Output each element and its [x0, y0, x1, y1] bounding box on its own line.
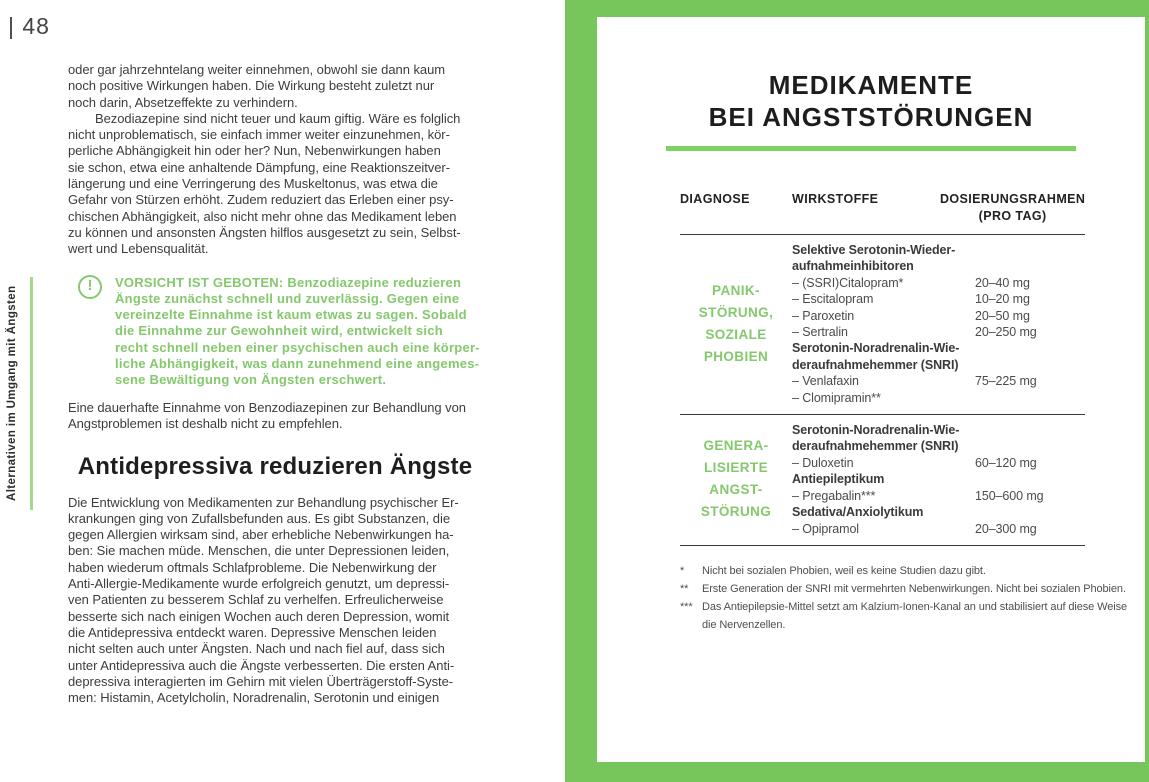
text-line: men: Histamin, Acetylcholin, Noradrenalin, Serotonin und einigen	[68, 690, 440, 706]
dose-value	[975, 422, 1085, 438]
diagnose-line: LISIERTE	[704, 460, 768, 476]
text-line: ben: Sie machen müde. Menschen, die unter Depressionen leiden,	[68, 543, 450, 559]
medication-table-card	[597, 17, 1145, 762]
text-line: besserte sich nach einigen Wochen auch deren Depression, womit	[68, 608, 450, 624]
drug-group-row	[792, 504, 1085, 520]
diagnose-line: PANIK-	[712, 283, 760, 299]
paragraph	[68, 62, 482, 111]
text-line: oder gar jahrzehntelang weiter einnehmen, obwohl sie dann kaum	[68, 62, 446, 77]
drug-row	[792, 488, 1085, 504]
drug-name: – Pregabalin***	[792, 488, 876, 503]
text-line: chischen Abhängigkeit, also nicht mehr ohne das Medikament leben	[68, 208, 457, 224]
diagnose-line: GENERA-	[703, 438, 769, 454]
table-section	[680, 415, 1085, 546]
drug-name: – Clomipramin**	[792, 390, 881, 405]
wirkstoffe-rows	[792, 422, 1085, 537]
drug-group-row	[792, 357, 1085, 373]
drug-group-label: Antiepileptikum	[792, 472, 885, 487]
dose-value: 20–250 mg	[975, 325, 1037, 340]
text-line: die Antidepressiva entdeckt waren. Depressive Menschen leiden	[68, 624, 437, 640]
text-line: zu können und ansonsten Ängsten hilflos ausgesetzt zu sein, Selbst-	[68, 224, 461, 240]
exclamation-circle-icon: !	[78, 275, 102, 299]
text-line: Die Entwicklung von Medikamenten zur Behandlung psychischer Er-	[68, 494, 459, 510]
footnote-marker: *	[680, 564, 685, 577]
dose-value	[975, 438, 1085, 454]
text-line: noch positive Wirkungen haben. Die Wirkung besteht zuletzt nur	[68, 78, 435, 94]
drug-row	[792, 324, 1085, 340]
footnote-marker: **	[680, 582, 689, 595]
text-line: Anti-Allergie-Medikamente wurde erfolgreich genutzt, um depressi-	[68, 576, 450, 592]
text-line: Ängste zunächst schnell und zuverlässig. Gegen eine	[115, 290, 460, 306]
text-line: Das Antiepilepsie-Mittel setzt am Kalzium-Ionen-Kanal an und stabilisiert auf diese Weise	[702, 600, 1127, 613]
dose-value: 60–120 mg	[975, 455, 1037, 470]
diagnose-label	[680, 435, 792, 523]
text-line: wert und Lebensqualität.	[68, 241, 209, 257]
dose-value: 10–20 mg	[975, 292, 1030, 307]
text-line: unter Antidepressiva auch die Ängste verbesserten. Die ersten Anti-	[68, 657, 455, 673]
caution-box	[68, 275, 482, 389]
table-title-line1: MEDIKAMENTE	[768, 70, 974, 100]
footnote-text	[702, 580, 1126, 598]
footnote	[680, 562, 1125, 580]
chapter-sidebar-rule	[30, 277, 33, 510]
dose-value	[975, 258, 1085, 274]
drug-group-row	[792, 242, 1085, 258]
drug-group-row	[792, 340, 1085, 356]
text-line: depressiva interagierten im Gehirn mit vielen Überträgerstoff-Syste-	[68, 673, 454, 689]
drug-group-row	[792, 471, 1085, 487]
drug-group-label: Serotonin-Noradrenalin-Wie-	[792, 341, 960, 356]
text-line: krankungen ging von Zufallsbefunden aus. Es gibt Substanzen, die	[68, 510, 451, 526]
dose-value	[975, 340, 1085, 356]
dose-value	[975, 357, 1085, 373]
table-section	[680, 235, 1085, 415]
text-line: nicht unproblematisch, sie einfach immer weiter einzunehmen, kör-	[68, 127, 450, 143]
column-header-dosierung-line2: (PRO TAG)	[978, 209, 1047, 223]
drug-group-label: deraufnahmehemmer (SNRI)	[792, 439, 959, 454]
text-line: Nicht bei sozialen Phobien, weil es keine Studien dazu gibt.	[702, 564, 986, 577]
dose-value: 20–300 mg	[975, 521, 1037, 536]
footnote	[680, 580, 1125, 598]
table-title-line2: BEI ANGSTSTÖRUNGEN	[708, 102, 1034, 132]
drug-row	[792, 455, 1085, 471]
drug-group-label: Serotonin-Noradrenalin-Wie-	[792, 423, 960, 438]
footnote-text	[702, 562, 986, 580]
text-line: Bezodiazepine sind nicht teuer und kaum giftig. Wäre es folglich	[95, 110, 461, 126]
drug-group-label: deraufnahmehemmer (SNRI)	[792, 357, 959, 372]
drug-row	[792, 291, 1085, 307]
title-divider-bar	[666, 146, 1076, 151]
table-sections	[680, 235, 1085, 546]
body-text-column	[68, 62, 482, 706]
drug-name: – Venlafaxin	[792, 374, 859, 389]
drug-name: – (SSRI)Citalopram*	[792, 275, 904, 290]
diagnose-line: STÖRUNG	[700, 504, 772, 520]
text-line: ven Patienten zu besserem Schlaf zu verhelfen. Erfreulicherweise	[68, 592, 444, 608]
diagnose-line: PHOBIEN	[703, 349, 769, 365]
column-header-dosierung	[940, 191, 1085, 225]
table-title	[597, 69, 1145, 133]
drug-row	[792, 390, 1085, 406]
footnote-text	[702, 598, 1127, 634]
dose-value	[975, 471, 1085, 487]
drug-name: – Sertralin	[792, 325, 848, 340]
text-line: sie schon, etwa eine anhaltende Dämpfung, eine Reaktionszeitver-	[68, 159, 450, 175]
text-line: liche Abhängigkeit, was dann zunehmend eine angemes-	[115, 356, 480, 372]
drug-name: – Paroxetin	[792, 308, 855, 323]
drug-group-label: Selektive Serotonin-Wieder-	[792, 243, 956, 257]
drug-group-row	[792, 422, 1085, 438]
column-header-dosierung-line1: DOSIERUNGSRAHMEN	[940, 192, 1086, 206]
wirkstoffe-rows	[792, 242, 1085, 406]
drug-group-label: aufnahmeinhibitoren	[792, 259, 914, 274]
text-line: vereinzelte Einnahme ist kaum etwas zu sagen. Sobald	[115, 307, 467, 323]
drug-row	[792, 308, 1085, 324]
section-heading: Antidepressiva reduzieren Ängste	[77, 453, 473, 481]
drug-row	[792, 275, 1085, 291]
text-line: Erste Generation der SNRI mit vermehrten Nebenwirkungen. Nicht bei sozialen Phobien.	[702, 582, 1126, 595]
dose-value	[975, 504, 1085, 520]
drug-group-row	[792, 258, 1085, 274]
diagnose-line: SOZIALE	[705, 327, 767, 343]
caution-text	[115, 275, 480, 389]
text-line: recht schnell neben einer psychischen auch eine körper-	[115, 339, 480, 355]
diagnose-line: ANGST-	[709, 482, 763, 498]
dose-value: 150–600 mg	[975, 488, 1044, 503]
footnote-marker: ***	[680, 600, 693, 613]
text-line: nicht selten auch unter Ängsten. Nach und nach fiel auf, dass sich	[68, 641, 445, 657]
column-header-diagnose: DIAGNOSE	[680, 192, 750, 206]
dose-value: 20–40 mg	[975, 275, 1030, 290]
text-line: haben wiederum oftmals Schlafprobleme. Die Nebenwirkung der	[68, 559, 437, 575]
footnote	[680, 598, 1125, 634]
text-line: noch darin, Absetzeffekte zu verhindern.	[68, 94, 298, 110]
text-line: Gefahr von Stürzen erhöht. Zudem reduziert das Erleben einer psy-	[68, 192, 454, 208]
text-line: sene Bewältigung von Ängsten erschwert.	[115, 372, 387, 388]
drug-name: – Escitalopram	[792, 292, 874, 307]
text-line: längerung und eine Verringerung des Muskeltonus, was etwa die	[68, 176, 438, 192]
footnotes	[680, 562, 1125, 634]
drug-row	[792, 521, 1085, 537]
right-page	[565, 0, 1149, 782]
text-line: Eine dauerhafte Einnahme von Benzodiazepinen zur Behandlung von	[68, 399, 466, 415]
drug-group-row	[792, 438, 1085, 454]
drug-name: – Duloxetin	[792, 455, 854, 470]
column-header-wirkstoffe: WIRKSTOFFE	[792, 192, 879, 206]
drug-name: – Opipramol	[792, 521, 859, 536]
table-header-row	[680, 191, 1085, 225]
paragraph	[68, 111, 482, 258]
paragraph	[68, 400, 482, 433]
text-line: die Nervenzellen.	[702, 618, 786, 631]
diagnose-line: STÖRUNG,	[698, 305, 774, 321]
text-line: die Einnahme zur Gewohnheit wird, entwickelt sich	[115, 323, 443, 339]
text-line: Angstproblemen ist deshalb nicht zu empfehlen.	[68, 415, 343, 431]
text-line: VORSICHT IST GEBOTEN: Benzodiazepine reduzieren	[115, 274, 462, 290]
text-line: gegen Allergien wirksam sind, aber erhebliche Nebenwirkungen ha-	[68, 527, 454, 543]
left-page	[0, 0, 565, 782]
dose-value: 20–50 mg	[975, 308, 1030, 323]
medication-table	[680, 191, 1085, 546]
dose-value	[975, 242, 1085, 258]
dose-value	[975, 390, 1085, 406]
diagnose-label	[680, 280, 792, 368]
page-number: | 48	[8, 13, 50, 39]
text-line: perliche Abhängigkeit hin oder her? Nun, Nebenwirkungen haben	[68, 143, 441, 159]
drug-group-label: Sedativa/Anxiolytikum	[792, 505, 924, 520]
drug-row	[792, 373, 1085, 389]
chapter-sidebar-label: Alternativen im Umgang mit Ängsten	[6, 285, 18, 502]
paragraph	[68, 495, 482, 707]
dose-value: 75–225 mg	[975, 374, 1037, 389]
